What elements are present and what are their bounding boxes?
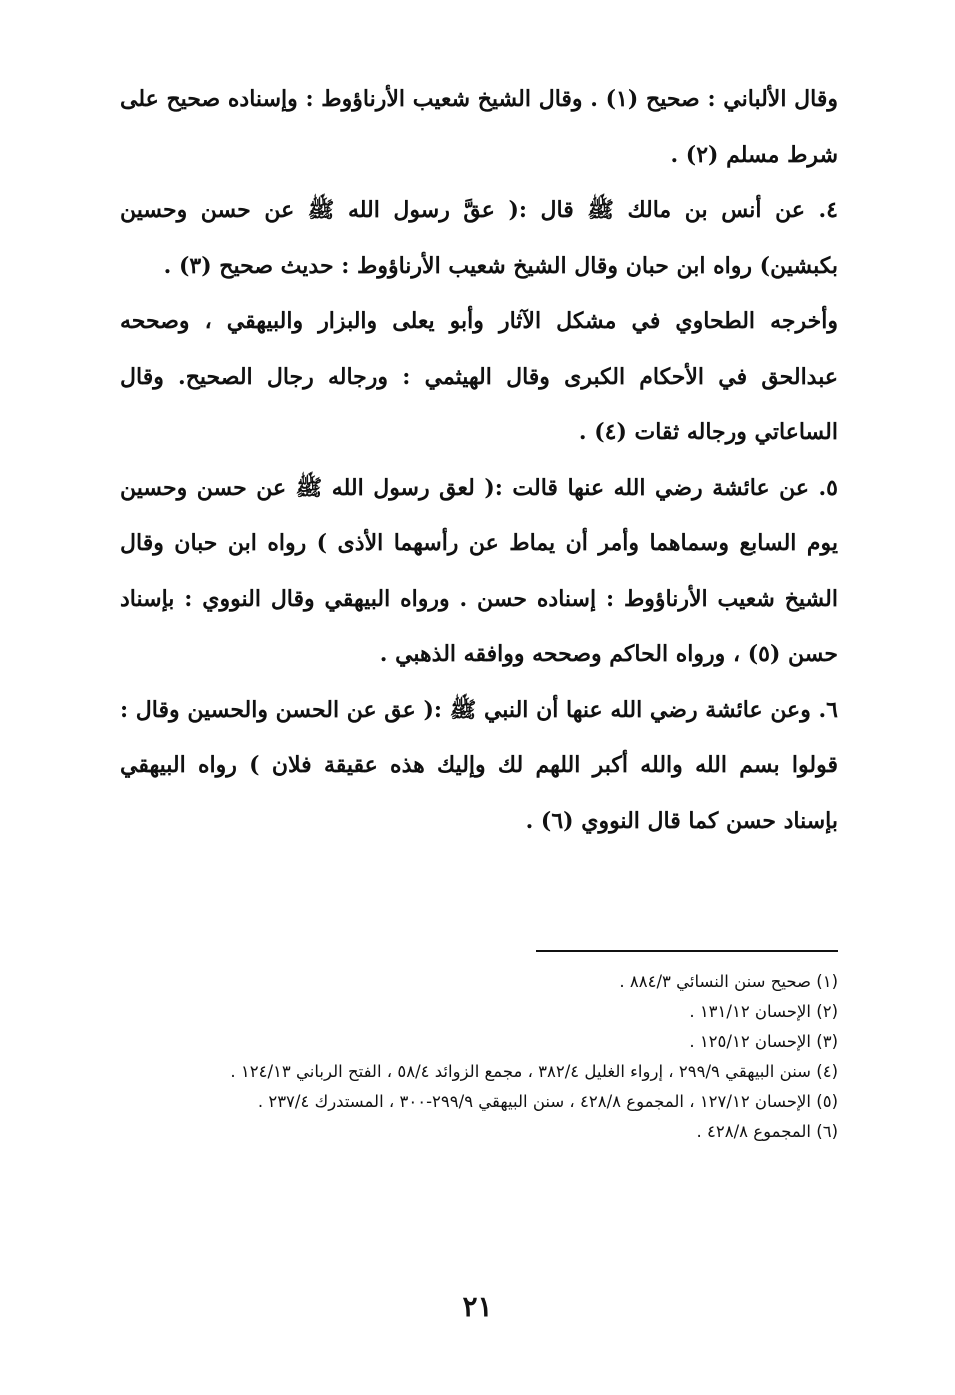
paragraph-hadith-5: ٥. عن عائشة رضي الله عنها قالت :( لعق رسول الله ﷺ عن حسن وحسين يوم السابع وسماهما وأمر أن يماط عن رأسهما الأذى ) رواه ابن حبان وقال الشيخ شعيب الأرناؤوط : إسناده حسن . ورواه البيهقي وقال النووي : بإسناد حسن (٥) ، ورواه الحاكم وصححه ووافقه الذهبي . bbox=[120, 474, 838, 667]
paragraph-takhrij: وأخرجه الطحاوي في مشكل الآثار وأبو يعلى والبزار والبيهقي ، وصححه عبدالحق في الأحكام الكبرى وقال الهيثمي : ورجاله رجال الصحيح. وقال الساعاتي ورجاله ثقات (٤) . bbox=[120, 308, 838, 445]
footnote-5: (٥) الإحسان ١٢٧/١٢ ، المجموع ٤٢٨/٨ ، سنن البيهقي ٢٩٩/٩-٣٠٠ ، المستدرك ٢٣٧/٤ . bbox=[257, 1092, 838, 1111]
main-text bbox=[120, 72, 838, 849]
footnote-6: (٦) المجموع ٤٢٨/٨ . bbox=[696, 1122, 838, 1141]
paragraph-hadith-6: ٦. وعن عائشة رضي الله عنها أن النبي ﷺ :( عق عن الحسن والحسين وقال : قولوا بسم الله والله أكبر اللهم لك وإليك هذه عقيقة فلان ) رواه البيهقي بإسناد حسن كما قال النووي (٦) . bbox=[120, 696, 838, 834]
page-number: ٢١ bbox=[462, 1290, 493, 1323]
footnote-2: (٢) الإحسان ١٣١/١٢ . bbox=[689, 1002, 838, 1021]
footnote-divider bbox=[536, 950, 838, 952]
footnote-1: (١) صحيح سنن النسائي ٨٨٤/٣ . bbox=[619, 972, 838, 991]
footnote-3: (٣) الإحسان ١٢٥/١٢ . bbox=[689, 1032, 838, 1051]
paragraph-albani: وقال الألباني : صحيح (١) . وقال الشيخ شعيب الأرناؤوط : وإسناده صحيح على شرط مسلم (٢) . bbox=[120, 86, 838, 168]
paragraph-hadith-4: ٤. عن أنس بن مالك ﷺ قال :( عقَّ رسول الله ﷺ عن حسن وحسين بكبشين) رواه ابن حبان وقال الشيخ شعيب الأرناؤوط : حديث صحيح (٣) . bbox=[120, 197, 838, 279]
footnote-4: (٤) سنن البيهقي ٢٩٩/٩ ، إرواء الغليل ٣٨٢/٤ ، مجمع الزوائد ٥٨/٤ ، الفتح الرباني ١٢٤/١٣ . bbox=[230, 1062, 838, 1081]
footnotes bbox=[120, 968, 838, 1148]
